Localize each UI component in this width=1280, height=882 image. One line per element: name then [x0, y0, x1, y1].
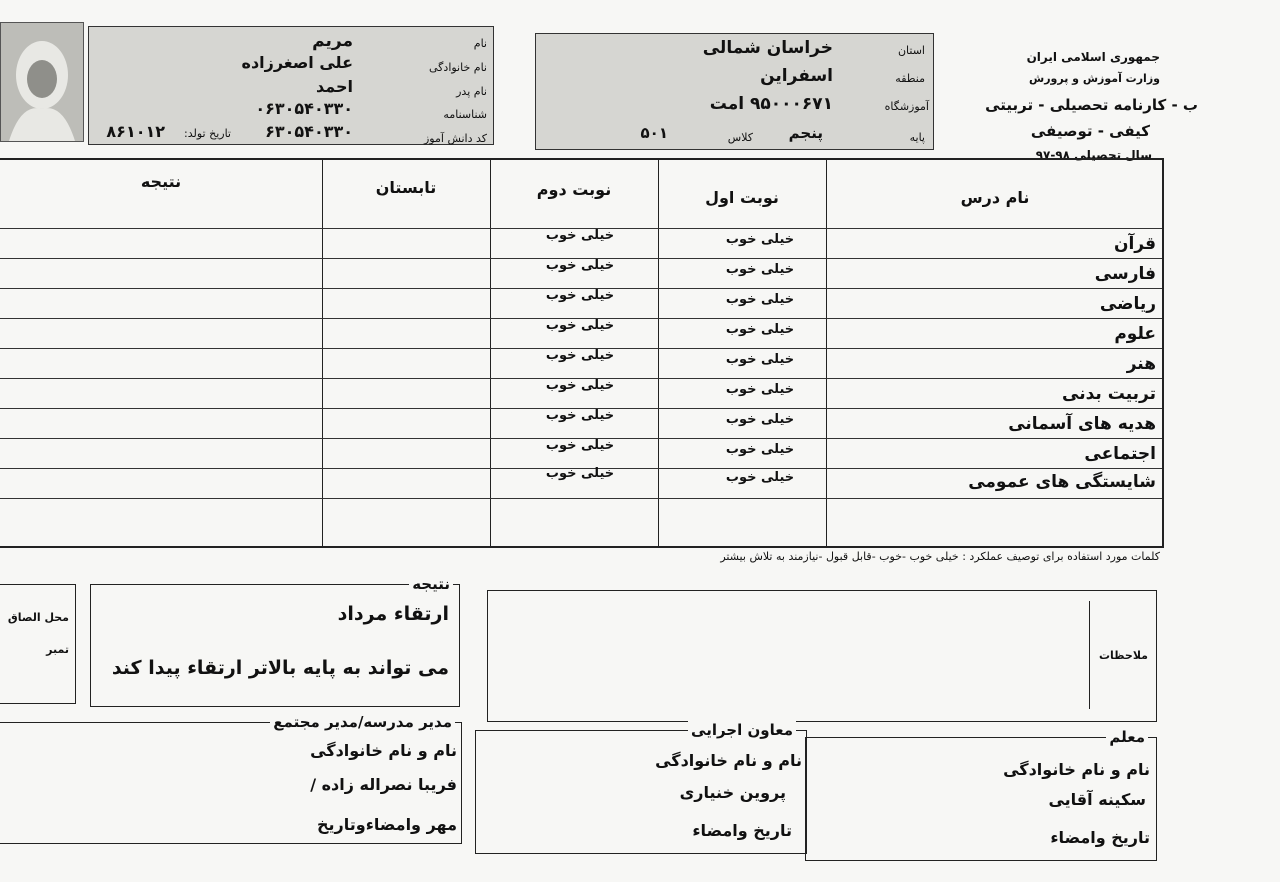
deputy-title: معاون اجرایی	[688, 721, 796, 739]
school-value: ۹۵۰۰۰۶۷۱ امت	[709, 94, 833, 114]
birth-label: تاریخ تولد:	[184, 127, 231, 140]
family-value: علی اصغرزاده	[241, 53, 353, 72]
header-result: نتیجه	[140, 172, 182, 191]
grade-term1: خیلی خوب	[725, 352, 795, 367]
grade-term2: خیلی خوب	[545, 288, 615, 303]
teacher-name: سکینه آقایی	[1048, 790, 1146, 809]
stamp-line2: تمبر	[46, 643, 69, 656]
grade-term1: خیلی خوب	[725, 470, 795, 485]
header-summer: تابستان	[375, 178, 437, 197]
country-title: جمهوری اسلامی ایران	[1026, 50, 1160, 64]
grade-term1: خیلی خوب	[725, 292, 795, 307]
grade-term2: خیلی خوب	[545, 258, 615, 273]
class-value: ۵۰۱	[640, 124, 668, 142]
result-line1: ارتقاء مرداد	[337, 603, 449, 625]
subject-name: تربیت بدنی	[1062, 384, 1156, 404]
result-box	[90, 575, 460, 707]
deputy-name: پروین خنیاری	[679, 783, 786, 802]
grade-term1: خیلی خوب	[725, 322, 795, 337]
region-value: اسفراین	[760, 66, 833, 86]
father-value: احمد	[316, 77, 353, 96]
grade-term2: خیلی خوب	[545, 466, 615, 481]
header-subject: نام درس	[960, 188, 1030, 207]
evaluation-legend: کلمات مورد استفاده برای توصیف عملکرد : خیلی خوب -خوب -قابل قبول -نیازمند به تلاش بیشتر	[720, 550, 1160, 563]
report-type: ب - کارنامه تحصیلی - تربیتی	[985, 96, 1198, 114]
subject-name: قرآن	[1113, 234, 1156, 254]
birth-value: ۸۶۱۰۱۲	[106, 122, 165, 141]
subject-name: هدیه های آسمانی	[1008, 414, 1156, 434]
school-year: سال تحصیلی ۹۸-۹۷	[1035, 148, 1152, 162]
grade-term1: خیلی خوب	[725, 382, 795, 397]
school-info-box	[535, 33, 934, 150]
principal-name-label: نام و نام خانوادگی	[310, 741, 457, 760]
grade-value: پنجم	[788, 124, 823, 142]
id-value: ۰۶۳۰۵۴۰۳۳۰	[255, 99, 353, 118]
id-label: شناسنامه	[443, 108, 487, 121]
teacher-title: معلم	[1106, 728, 1148, 746]
header-term2: نوبت دوم	[536, 180, 612, 199]
grade-label: پایه	[909, 131, 925, 144]
family-label: نام خانوادگی	[429, 61, 487, 74]
province-label: استان	[897, 44, 925, 57]
grade-term1: خیلی خوب	[725, 412, 795, 427]
stamp-box	[0, 584, 76, 704]
subject-name: اجتماعی	[1084, 444, 1156, 464]
grade-term2: خیلی خوب	[545, 348, 615, 363]
student-info-box	[88, 26, 494, 145]
stamp-line1: محل الصاق	[7, 611, 69, 624]
grade-term1: خیلی خوب	[725, 442, 795, 457]
code-label: کد دانش آموز	[424, 132, 487, 145]
result-line2: می تواند به پایه بالاتر ارتقاء پیدا کند	[111, 657, 449, 679]
class-label: کلاس	[727, 131, 753, 144]
grade-term2: خیلی خوب	[545, 438, 615, 453]
subject-name: شایستگی های عمومی	[968, 472, 1156, 492]
notes-label: ملاحظات	[1099, 649, 1148, 662]
teacher-sign-label: تاریخ وامضاء	[1050, 828, 1150, 847]
subject-name: علوم	[1114, 324, 1156, 344]
evaluation-type: کیفی - توصیفی	[1030, 122, 1150, 140]
teacher-box	[805, 728, 1157, 861]
subject-name: هنر	[1126, 354, 1156, 374]
grade-term2: خیلی خوب	[545, 408, 615, 423]
person-icon	[1, 23, 83, 141]
province-value: خراسان شمالی	[702, 38, 833, 58]
grade-term2: خیلی خوب	[545, 228, 615, 243]
deputy-name-label: نام و نام خانوادگی	[655, 751, 802, 770]
grade-term2: خیلی خوب	[545, 378, 615, 393]
name-value: مریم	[312, 31, 353, 51]
notes-label-cell	[1089, 601, 1156, 709]
student-photo	[0, 22, 84, 142]
grade-term2: خیلی خوب	[545, 318, 615, 333]
grade-term1: خیلی خوب	[725, 232, 795, 247]
grade-term1: خیلی خوب	[725, 262, 795, 277]
school-label: آموزشگاه	[884, 100, 929, 113]
result-title: نتیجه	[409, 575, 453, 593]
principal-box	[0, 713, 462, 844]
principal-title: مدیر مدرسه/مدیر مجتمع	[270, 713, 455, 731]
grades-table	[0, 158, 1164, 548]
header-term1: نوبت اول	[705, 188, 779, 207]
subject-name: ریاضی	[1099, 294, 1156, 314]
notes-box	[487, 590, 1157, 722]
teacher-name-label: نام و نام خانوادگی	[1003, 760, 1150, 779]
principal-name: فریبا نصراله زاده /	[310, 775, 457, 794]
principal-sign-label: مهر وامضاءوتاریخ	[317, 815, 457, 834]
subject-name: فارسی	[1094, 264, 1156, 284]
father-label: نام پدر	[456, 85, 487, 98]
deputy-sign-label: تاریخ وامضاء	[692, 821, 792, 840]
region-label: منطقه	[895, 72, 925, 85]
code-value: ۶۳۰۵۴۰۳۳۰	[265, 122, 353, 141]
deputy-box	[475, 721, 807, 854]
ministry-title: وزارت آموزش و پرورش	[1029, 72, 1160, 85]
name-label: نام	[473, 37, 487, 50]
